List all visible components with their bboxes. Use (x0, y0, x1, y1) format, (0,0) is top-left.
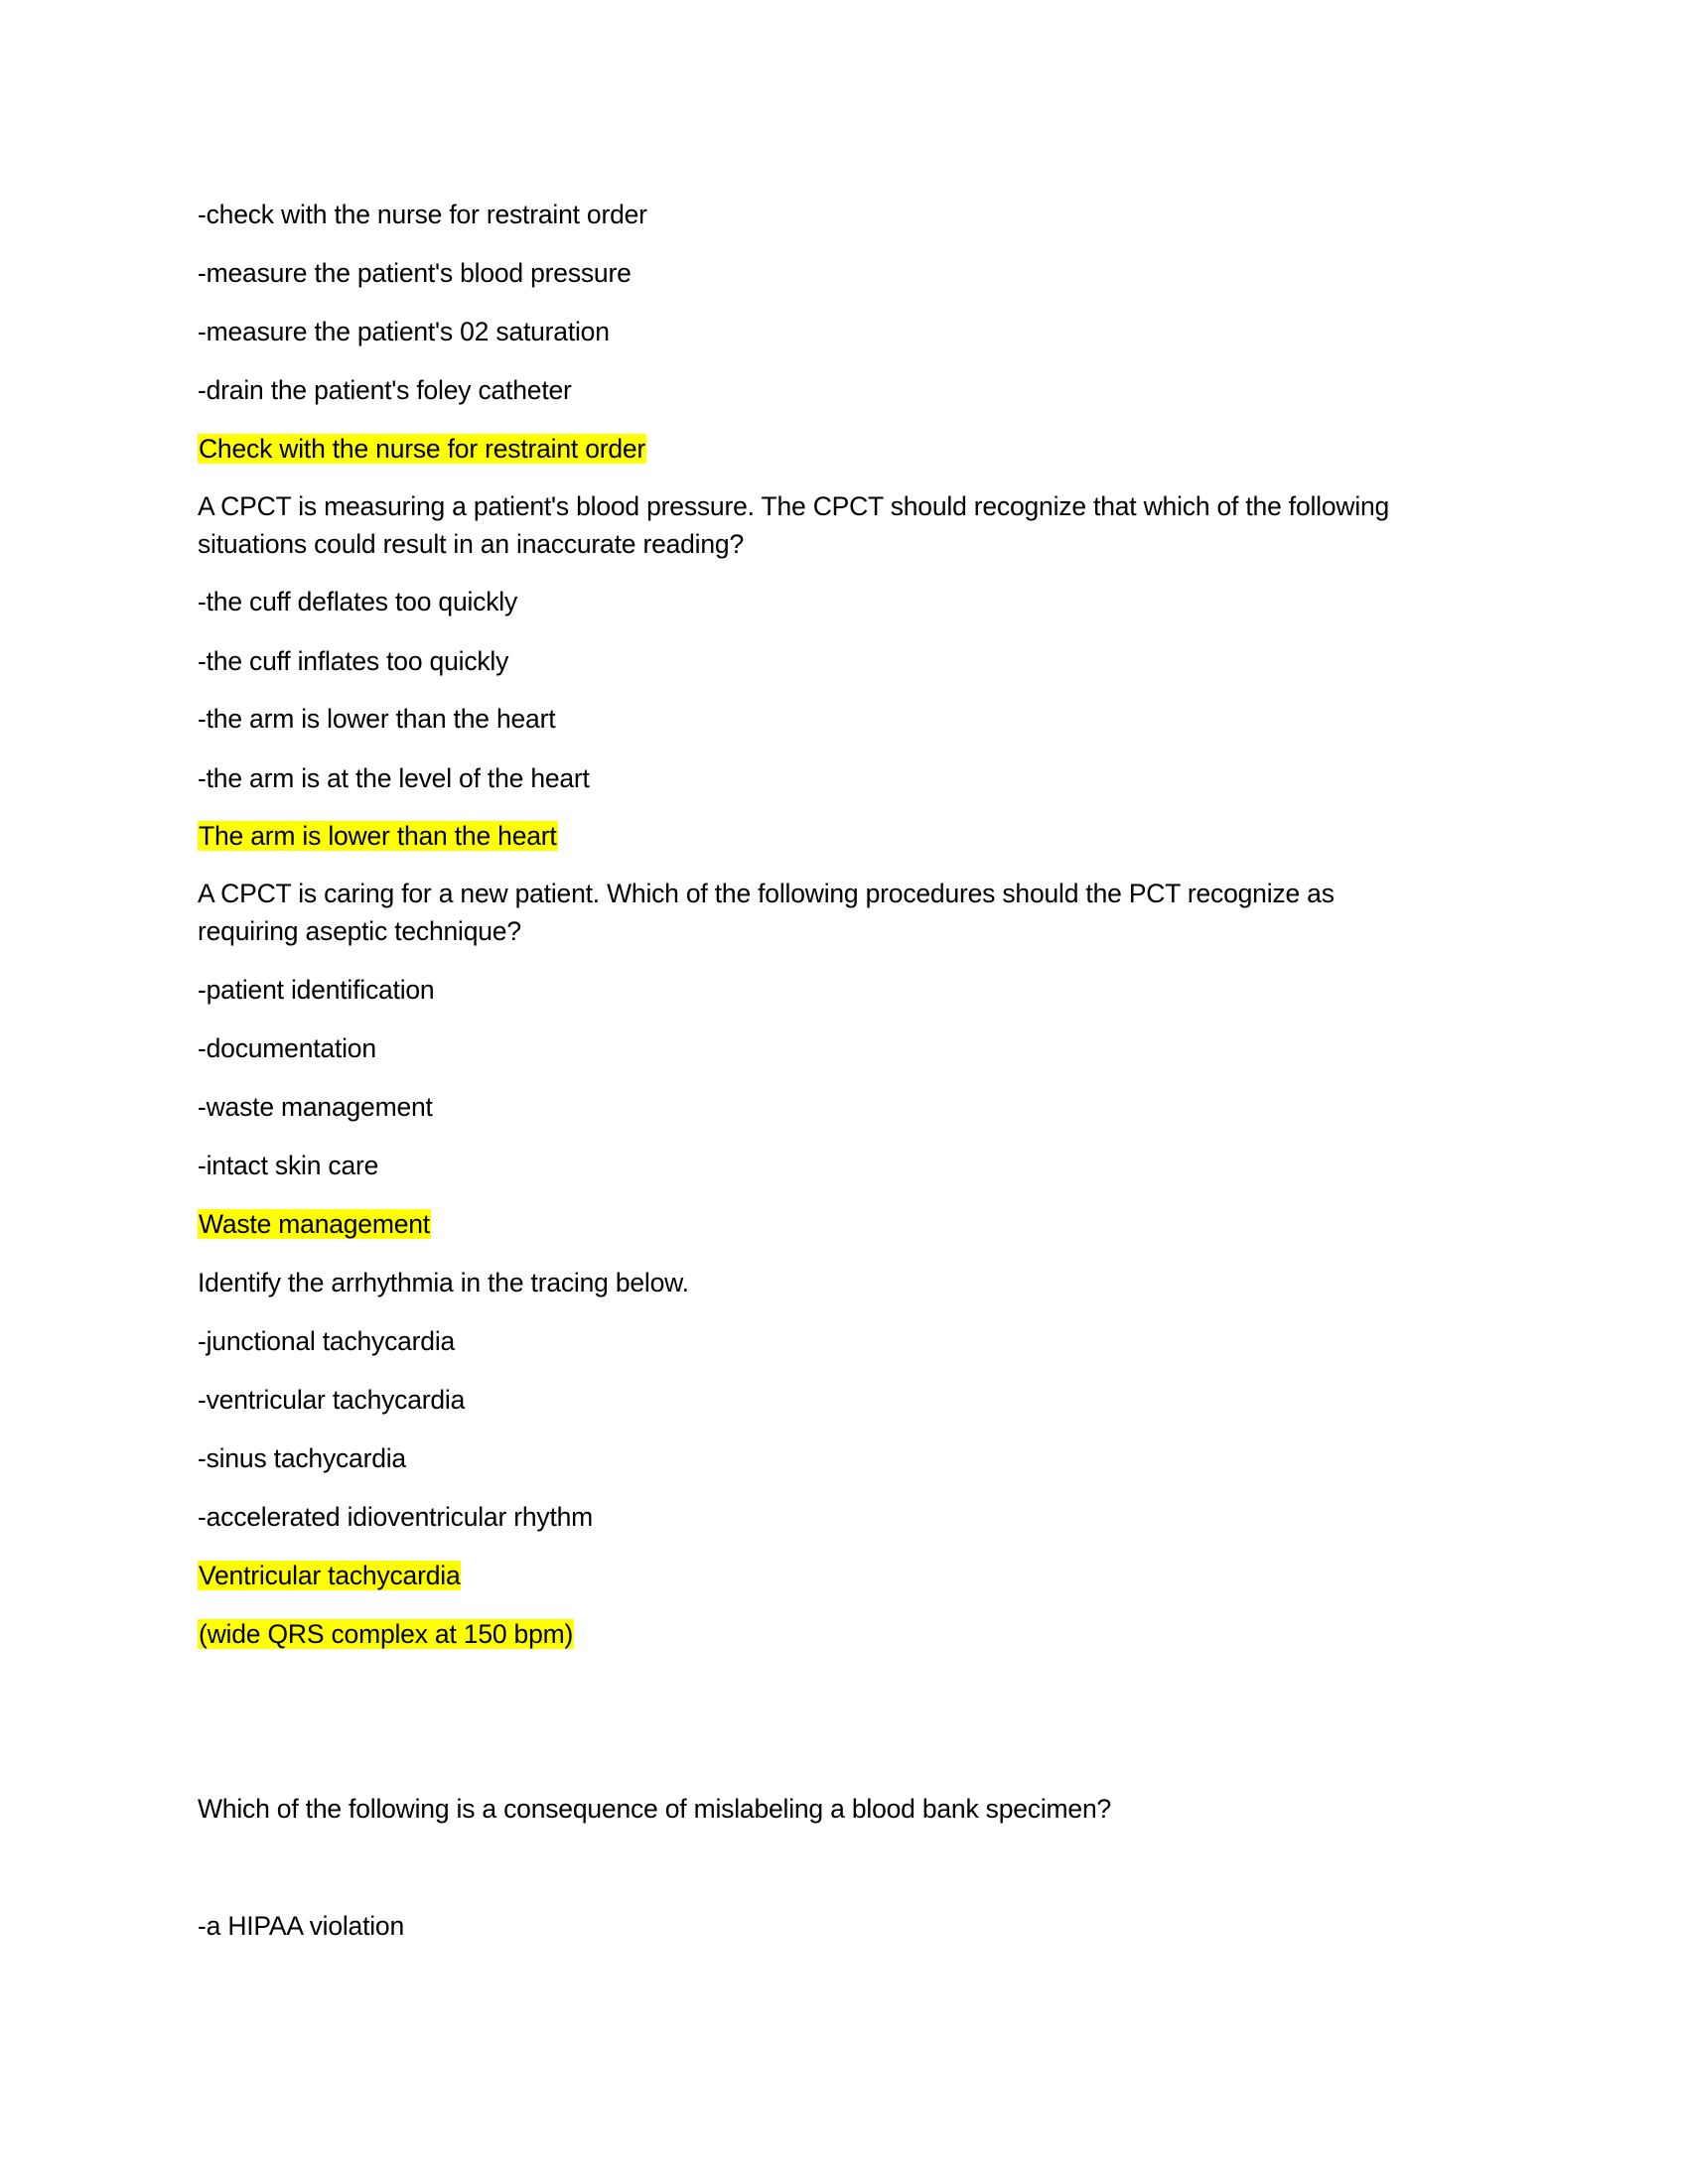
q4-answer-note (198, 1616, 574, 1653)
q3-option-2: -documentation (198, 1033, 376, 1063)
q1-option-2: -measure the patient's blood pressure (198, 258, 632, 288)
q3-answer (198, 1206, 431, 1243)
q4-answer-note-highlight: (wide QRS complex at 150 bpm) (199, 1619, 574, 1649)
q5-option-1: -a HIPAA violation (198, 1911, 405, 1941)
q3-option-1: -patient identification (198, 975, 435, 1005)
q1-answer-highlight: Check with the nurse for restraint order (199, 434, 646, 464)
q2-answer (198, 818, 558, 855)
q4-answer-highlight: Ventricular tachycardia (199, 1561, 461, 1590)
q1-option-4: -drain the patient's foley catheter (198, 375, 572, 405)
q4-option-4: -accelerated idioventricular rhythm (198, 1502, 594, 1532)
q3-question-line-1: A CPCT is caring for a new patient. Which of the following procedures should the PCT recognize as (198, 879, 1335, 908)
q4-option-3: -sinus tachycardia (198, 1443, 406, 1473)
q3-answer-highlight: Waste management (199, 1209, 430, 1239)
q3-question-line-2: requiring aseptic technique? (198, 916, 521, 946)
q3-option-3: -waste management (198, 1092, 433, 1122)
q4-option-2: -ventricular tachycardia (198, 1385, 466, 1415)
q2-question-line-1: A CPCT is measuring a patient's blood pressure. The CPCT should recognize that which of the following (198, 491, 1390, 521)
q4-question: Identify the arrhythmia in the tracing below. (198, 1268, 689, 1297)
q5-question: Which of the following is a consequence of mislabeling a blood bank specimen? (198, 1794, 1112, 1824)
q2-question-line-2: situations could result in an inaccurate reading? (198, 529, 744, 559)
q2-option-4: -the arm is at the level of the heart (198, 763, 590, 793)
q2-option-2: -the cuff inflates too quickly (198, 646, 509, 676)
q4-answer (198, 1558, 461, 1594)
q1-option-3: -measure the patient's 02 saturation (198, 317, 610, 346)
q3-option-4: -intact skin care (198, 1151, 379, 1180)
q2-option-1: -the cuff deflates too quickly (198, 587, 518, 616)
q1-answer (198, 431, 646, 468)
q2-option-3: -the arm is lower than the heart (198, 704, 556, 734)
q2-answer-highlight: The arm is lower than the heart (199, 821, 557, 851)
q4-option-1: -junctional tachycardia (198, 1326, 456, 1356)
q1-option-1: -check with the nurse for restraint order (198, 200, 647, 229)
